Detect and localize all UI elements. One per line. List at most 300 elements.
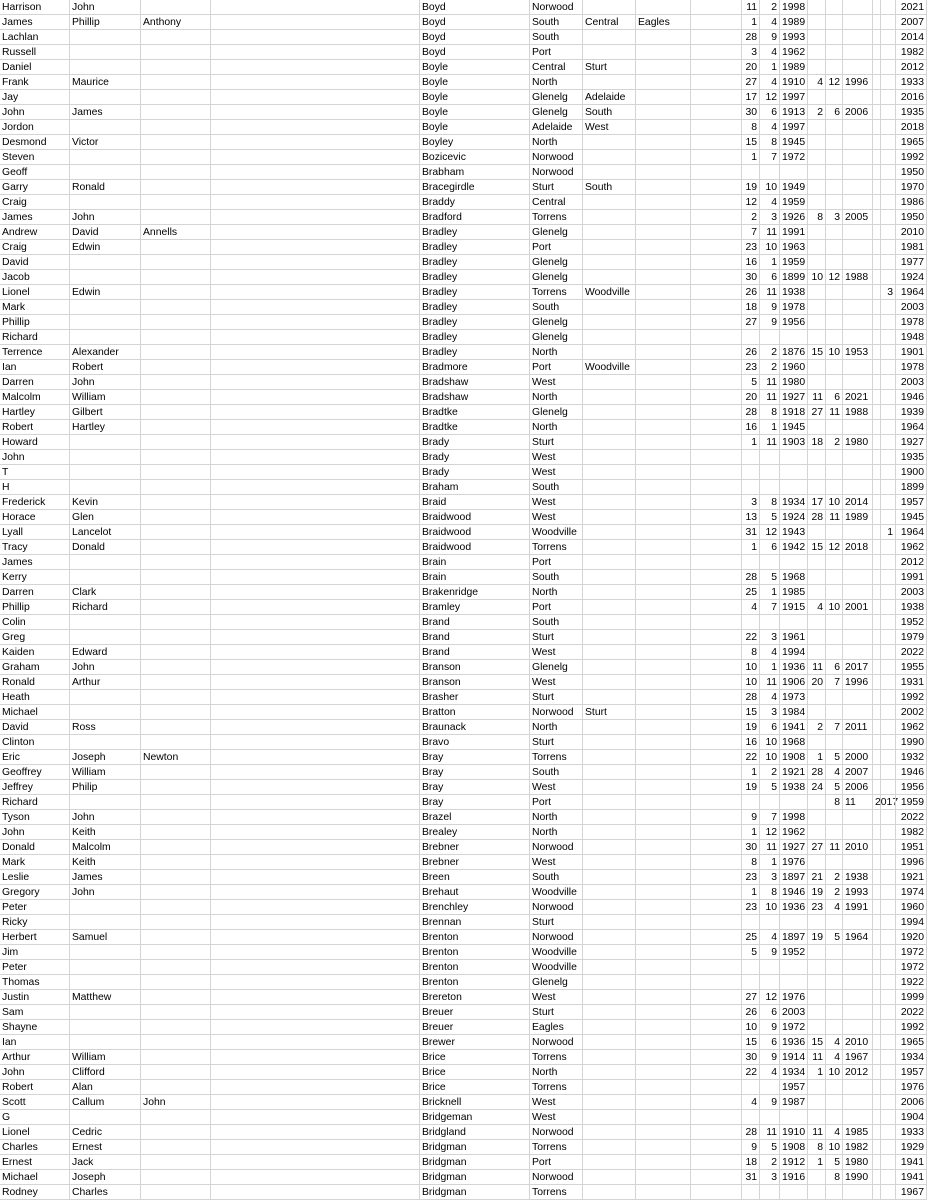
cell-extra[interactable] <box>873 780 881 795</box>
cell-club-3[interactable] <box>636 915 691 930</box>
cell-count[interactable] <box>881 345 896 360</box>
cell-birth-year[interactable]: 1973 <box>780 690 808 705</box>
cell-death-month[interactable]: 6 <box>826 390 843 405</box>
cell-surname[interactable]: Braidwood <box>420 540 530 555</box>
cell-surname[interactable]: Boyley <box>420 135 530 150</box>
cell-birth-day[interactable]: 10 <box>742 1020 760 1035</box>
cell-blank[interactable] <box>211 450 420 465</box>
cell-club-3[interactable] <box>636 1005 691 1020</box>
cell-middle-name[interactable] <box>70 90 141 105</box>
cell-count[interactable] <box>881 1065 896 1080</box>
cell-extra[interactable] <box>873 525 881 540</box>
cell-club-2[interactable] <box>583 1110 636 1125</box>
cell-birth-month[interactable]: 9 <box>760 1020 780 1035</box>
cell-club-3[interactable] <box>636 1170 691 1185</box>
cell-surname[interactable]: Brealey <box>420 825 530 840</box>
cell-birth-year[interactable]: 1913 <box>780 105 808 120</box>
cell-extra[interactable] <box>873 540 881 555</box>
cell-middle-name[interactable]: Donald <box>70 540 141 555</box>
cell-death-month[interactable]: 2 <box>826 435 843 450</box>
cell-club-3[interactable] <box>636 255 691 270</box>
cell-surname[interactable]: Breen <box>420 870 530 885</box>
cell-blank[interactable] <box>211 855 420 870</box>
cell-club-3[interactable] <box>636 195 691 210</box>
cell-second-middle-name[interactable] <box>141 990 211 1005</box>
cell-middle-name[interactable]: Jack <box>70 1155 141 1170</box>
cell-death-day[interactable] <box>808 300 826 315</box>
cell-club-3[interactable] <box>636 285 691 300</box>
cell-death-year[interactable] <box>843 525 873 540</box>
cell-death-day[interactable] <box>808 375 826 390</box>
cell-first-name[interactable]: Jim <box>0 945 70 960</box>
cell-second-middle-name[interactable] <box>141 495 211 510</box>
cell-club-2[interactable]: Central <box>583 15 636 30</box>
cell-blank[interactable] <box>211 60 420 75</box>
cell-birth-day[interactable]: 4 <box>742 1095 760 1110</box>
cell-birth-day[interactable]: 11 <box>742 0 760 15</box>
cell-surname[interactable]: Breuer <box>420 1005 530 1020</box>
cell-surname[interactable]: Boyd <box>420 45 530 60</box>
cell-birth-day[interactable]: 2 <box>742 210 760 225</box>
cell-birth-month[interactable]: 7 <box>760 810 780 825</box>
cell-first-name[interactable]: T <box>0 465 70 480</box>
cell-death-year[interactable] <box>843 1110 873 1125</box>
cell-birth-year[interactable]: 1963 <box>780 240 808 255</box>
cell-club-3[interactable] <box>636 765 691 780</box>
cell-second-middle-name[interactable] <box>141 720 211 735</box>
cell-birth-year[interactable]: 1945 <box>780 135 808 150</box>
cell-birth-month[interactable]: 5 <box>760 1140 780 1155</box>
cell-club[interactable]: Norwood <box>530 1125 583 1140</box>
cell-extra[interactable] <box>873 1035 881 1050</box>
cell-club-3[interactable] <box>636 675 691 690</box>
cell-birth-day[interactable]: 8 <box>742 855 760 870</box>
cell-birth-month[interactable]: 7 <box>760 600 780 615</box>
cell-death-month[interactable] <box>826 615 843 630</box>
cell-club-2[interactable] <box>583 585 636 600</box>
cell-birth-month[interactable]: 4 <box>760 75 780 90</box>
cell-count[interactable] <box>881 930 896 945</box>
cell-club-2[interactable] <box>583 1080 636 1095</box>
cell-birth-month[interactable]: 1 <box>760 60 780 75</box>
cell-blank[interactable] <box>211 465 420 480</box>
cell-club-3[interactable] <box>636 885 691 900</box>
cell-club[interactable]: Torrens <box>530 1185 583 1200</box>
cell-birth-day[interactable] <box>742 330 760 345</box>
cell-club-3[interactable] <box>636 345 691 360</box>
cell-blank-2[interactable] <box>691 750 742 765</box>
cell-second-middle-name[interactable] <box>141 1080 211 1095</box>
cell-first-name[interactable]: John <box>0 1065 70 1080</box>
cell-second-middle-name[interactable] <box>141 825 211 840</box>
cell-extra[interactable] <box>873 615 881 630</box>
cell-debut-year[interactable]: 1981 <box>896 240 927 255</box>
cell-debut-year[interactable]: 1950 <box>896 210 927 225</box>
cell-birth-day[interactable]: 10 <box>742 660 760 675</box>
cell-birth-year[interactable] <box>780 975 808 990</box>
cell-death-day[interactable] <box>808 15 826 30</box>
cell-first-name[interactable]: Frederick <box>0 495 70 510</box>
cell-blank[interactable] <box>211 90 420 105</box>
cell-extra[interactable] <box>873 675 881 690</box>
cell-birth-day[interactable]: 12 <box>742 195 760 210</box>
cell-blank-2[interactable] <box>691 210 742 225</box>
cell-blank[interactable] <box>211 255 420 270</box>
cell-first-name[interactable]: Steven <box>0 150 70 165</box>
cell-debut-year[interactable]: 1964 <box>896 525 927 540</box>
cell-birth-month[interactable] <box>760 165 780 180</box>
cell-club[interactable]: Torrens <box>530 1050 583 1065</box>
cell-birth-month[interactable]: 11 <box>760 285 780 300</box>
cell-extra[interactable] <box>873 900 881 915</box>
cell-death-year[interactable] <box>843 90 873 105</box>
cell-club-3[interactable] <box>636 315 691 330</box>
cell-extra[interactable] <box>873 975 881 990</box>
cell-birth-year[interactable] <box>780 480 808 495</box>
cell-birth-year[interactable]: 1962 <box>780 825 808 840</box>
cell-birth-year[interactable]: 1978 <box>780 300 808 315</box>
cell-extra[interactable] <box>873 555 881 570</box>
cell-death-day[interactable] <box>808 810 826 825</box>
cell-extra[interactable] <box>873 15 881 30</box>
cell-club-2[interactable] <box>583 690 636 705</box>
cell-club-3[interactable] <box>636 120 691 135</box>
cell-debut-year[interactable]: 1964 <box>896 420 927 435</box>
cell-blank[interactable] <box>211 1110 420 1125</box>
cell-blank[interactable] <box>211 180 420 195</box>
cell-birth-year[interactable]: 1962 <box>780 45 808 60</box>
cell-death-month[interactable]: 5 <box>826 780 843 795</box>
cell-death-day[interactable] <box>808 150 826 165</box>
cell-birth-month[interactable]: 10 <box>760 180 780 195</box>
cell-middle-name[interactable]: John <box>70 885 141 900</box>
cell-death-day[interactable] <box>808 255 826 270</box>
cell-club[interactable]: South <box>530 615 583 630</box>
cell-debut-year[interactable]: 1965 <box>896 135 927 150</box>
cell-death-month[interactable]: 11 <box>826 405 843 420</box>
cell-first-name[interactable]: Phillip <box>0 600 70 615</box>
cell-middle-name[interactable]: Alexander <box>70 345 141 360</box>
cell-birth-day[interactable]: 19 <box>742 780 760 795</box>
cell-blank[interactable] <box>211 270 420 285</box>
cell-surname[interactable]: Bradley <box>420 345 530 360</box>
cell-second-middle-name[interactable] <box>141 1110 211 1125</box>
cell-count[interactable] <box>881 1095 896 1110</box>
cell-birth-year[interactable]: 1945 <box>780 420 808 435</box>
cell-surname[interactable]: Braham <box>420 480 530 495</box>
cell-death-day[interactable]: 27 <box>808 840 826 855</box>
cell-blank-2[interactable] <box>691 915 742 930</box>
cell-birth-day[interactable]: 16 <box>742 735 760 750</box>
cell-debut-year[interactable]: 1900 <box>896 465 927 480</box>
cell-second-middle-name[interactable] <box>141 1185 211 1200</box>
cell-debut-year[interactable]: 1996 <box>896 855 927 870</box>
cell-death-year[interactable]: 2007 <box>843 765 873 780</box>
cell-debut-year[interactable]: 1921 <box>896 870 927 885</box>
cell-death-month[interactable] <box>826 285 843 300</box>
cell-birth-month[interactable]: 2 <box>760 765 780 780</box>
cell-blank-2[interactable] <box>691 570 742 585</box>
cell-birth-month[interactable]: 11 <box>760 225 780 240</box>
cell-birth-year[interactable]: 1942 <box>780 540 808 555</box>
cell-death-day[interactable] <box>808 1020 826 1035</box>
cell-club[interactable]: Port <box>530 600 583 615</box>
cell-middle-name[interactable]: Robert <box>70 360 141 375</box>
cell-debut-year[interactable]: 2003 <box>896 300 927 315</box>
cell-birth-year[interactable]: 1957 <box>780 1080 808 1095</box>
cell-club-2[interactable] <box>583 975 636 990</box>
cell-surname[interactable]: Bridgland <box>420 1125 530 1140</box>
cell-death-year[interactable] <box>843 1080 873 1095</box>
cell-birth-year[interactable]: 1926 <box>780 210 808 225</box>
cell-birth-day[interactable]: 31 <box>742 525 760 540</box>
cell-birth-day[interactable]: 26 <box>742 1005 760 1020</box>
cell-club-2[interactable] <box>583 270 636 285</box>
cell-birth-year[interactable]: 1959 <box>780 195 808 210</box>
cell-blank-2[interactable] <box>691 180 742 195</box>
cell-debut-year[interactable]: 2014 <box>896 30 927 45</box>
cell-count[interactable] <box>881 210 896 225</box>
cell-birth-month[interactable]: 1 <box>760 255 780 270</box>
cell-death-day[interactable]: 2 <box>808 720 826 735</box>
cell-extra[interactable] <box>873 915 881 930</box>
cell-birth-year[interactable]: 1952 <box>780 945 808 960</box>
cell-first-name[interactable]: Peter <box>0 960 70 975</box>
cell-club-2[interactable] <box>583 765 636 780</box>
cell-death-day[interactable]: 8 <box>808 210 826 225</box>
cell-death-year[interactable] <box>843 375 873 390</box>
cell-birth-year[interactable]: 1997 <box>780 90 808 105</box>
cell-death-month[interactable] <box>826 330 843 345</box>
cell-death-month[interactable] <box>826 705 843 720</box>
cell-middle-name[interactable]: Joseph <box>70 750 141 765</box>
cell-blank-2[interactable] <box>691 1080 742 1095</box>
cell-blank-2[interactable] <box>691 240 742 255</box>
cell-middle-name[interactable] <box>70 705 141 720</box>
cell-count[interactable] <box>881 120 896 135</box>
cell-debut-year[interactable]: 1931 <box>896 675 927 690</box>
cell-birth-day[interactable]: 18 <box>742 1155 760 1170</box>
cell-birth-day[interactable]: 13 <box>742 510 760 525</box>
cell-blank-2[interactable] <box>691 690 742 705</box>
cell-birth-day[interactable]: 27 <box>742 990 760 1005</box>
cell-club-2[interactable] <box>583 255 636 270</box>
cell-club-3[interactable] <box>636 1110 691 1125</box>
cell-birth-month[interactable] <box>760 615 780 630</box>
cell-extra[interactable] <box>873 660 881 675</box>
cell-extra[interactable] <box>873 360 881 375</box>
cell-debut-year[interactable]: 1933 <box>896 1125 927 1140</box>
cell-club-2[interactable] <box>583 510 636 525</box>
cell-birth-month[interactable]: 9 <box>760 315 780 330</box>
cell-surname[interactable]: Bozicevic <box>420 150 530 165</box>
cell-second-middle-name[interactable] <box>141 420 211 435</box>
cell-count[interactable] <box>881 660 896 675</box>
cell-second-middle-name[interactable] <box>141 705 211 720</box>
cell-blank-2[interactable] <box>691 555 742 570</box>
cell-club-2[interactable] <box>583 645 636 660</box>
cell-blank[interactable] <box>211 615 420 630</box>
cell-club[interactable]: Glenelg <box>530 660 583 675</box>
cell-count[interactable] <box>881 630 896 645</box>
cell-club-3[interactable] <box>636 945 691 960</box>
cell-count[interactable] <box>881 1005 896 1020</box>
cell-middle-name[interactable] <box>70 630 141 645</box>
cell-middle-name[interactable]: Edward <box>70 645 141 660</box>
cell-count[interactable] <box>881 600 896 615</box>
cell-blank-2[interactable] <box>691 975 742 990</box>
cell-blank-2[interactable] <box>691 930 742 945</box>
cell-death-year[interactable]: 2021 <box>843 390 873 405</box>
cell-death-day[interactable] <box>808 420 826 435</box>
cell-club[interactable]: North <box>530 1065 583 1080</box>
cell-extra[interactable] <box>873 405 881 420</box>
cell-count[interactable] <box>881 735 896 750</box>
cell-blank-2[interactable] <box>691 60 742 75</box>
cell-death-day[interactable]: 18 <box>808 435 826 450</box>
cell-middle-name[interactable] <box>70 690 141 705</box>
cell-surname[interactable]: Braid <box>420 495 530 510</box>
cell-birth-day[interactable]: 30 <box>742 270 760 285</box>
cell-blank[interactable] <box>211 120 420 135</box>
cell-birth-month[interactable]: 2 <box>760 1155 780 1170</box>
cell-count[interactable] <box>881 1140 896 1155</box>
cell-club-2[interactable] <box>583 450 636 465</box>
cell-blank-2[interactable] <box>691 360 742 375</box>
cell-surname[interactable]: Bradley <box>420 285 530 300</box>
cell-death-month[interactable] <box>826 825 843 840</box>
cell-death-day[interactable]: 27 <box>808 405 826 420</box>
cell-debut-year[interactable]: 2018 <box>896 120 927 135</box>
cell-blank[interactable] <box>211 510 420 525</box>
cell-birth-day[interactable] <box>742 465 760 480</box>
cell-birth-year[interactable] <box>780 1185 808 1200</box>
cell-surname[interactable]: Bramley <box>420 600 530 615</box>
cell-club-2[interactable] <box>583 855 636 870</box>
cell-death-month[interactable]: 3 <box>826 210 843 225</box>
cell-surname[interactable]: Brenchley <box>420 900 530 915</box>
cell-club-3[interactable] <box>636 360 691 375</box>
cell-death-day[interactable]: 15 <box>808 540 826 555</box>
cell-birth-day[interactable]: 28 <box>742 690 760 705</box>
cell-birth-year[interactable] <box>780 465 808 480</box>
cell-debut-year[interactable]: 1992 <box>896 1020 927 1035</box>
cell-death-month[interactable] <box>826 240 843 255</box>
cell-death-day[interactable] <box>808 465 826 480</box>
cell-death-month[interactable] <box>826 1020 843 1035</box>
cell-first-name[interactable]: Lionel <box>0 1125 70 1140</box>
cell-count[interactable] <box>881 510 896 525</box>
cell-birth-year[interactable]: 1938 <box>780 285 808 300</box>
cell-count[interactable] <box>881 135 896 150</box>
cell-birth-year[interactable]: 1936 <box>780 1035 808 1050</box>
cell-extra[interactable] <box>873 1005 881 1020</box>
cell-count[interactable] <box>881 495 896 510</box>
cell-club-3[interactable] <box>636 990 691 1005</box>
cell-second-middle-name[interactable] <box>141 255 211 270</box>
cell-blank-2[interactable] <box>691 345 742 360</box>
cell-birth-month[interactable]: 8 <box>760 495 780 510</box>
cell-birth-day[interactable]: 20 <box>742 60 760 75</box>
cell-club-3[interactable] <box>636 870 691 885</box>
cell-blank[interactable] <box>211 165 420 180</box>
cell-count[interactable] <box>881 825 896 840</box>
cell-debut-year[interactable]: 1951 <box>896 840 927 855</box>
cell-count[interactable] <box>881 1110 896 1125</box>
cell-first-name[interactable]: Rodney <box>0 1185 70 1200</box>
cell-death-month[interactable]: 10 <box>826 495 843 510</box>
cell-club[interactable]: Port <box>530 555 583 570</box>
cell-club[interactable]: North <box>530 825 583 840</box>
cell-death-day[interactable]: 11 <box>808 390 826 405</box>
cell-birth-month[interactable]: 8 <box>760 135 780 150</box>
cell-birth-day[interactable]: 1 <box>742 885 760 900</box>
cell-birth-month[interactable]: 10 <box>760 735 780 750</box>
cell-club-3[interactable] <box>636 150 691 165</box>
cell-first-name[interactable]: Daniel <box>0 60 70 75</box>
cell-first-name[interactable]: Mark <box>0 300 70 315</box>
cell-death-day[interactable] <box>808 315 826 330</box>
cell-extra[interactable] <box>873 705 881 720</box>
cell-middle-name[interactable] <box>70 915 141 930</box>
cell-blank-2[interactable] <box>691 945 742 960</box>
cell-surname[interactable]: Bridgman <box>420 1140 530 1155</box>
cell-debut-year[interactable]: 1979 <box>896 630 927 645</box>
cell-blank[interactable] <box>211 105 420 120</box>
cell-birth-year[interactable]: 1960 <box>780 360 808 375</box>
cell-death-year[interactable] <box>843 945 873 960</box>
cell-debut-year[interactable]: 1978 <box>896 315 927 330</box>
cell-count[interactable] <box>881 15 896 30</box>
cell-death-month[interactable]: 7 <box>826 720 843 735</box>
cell-death-year[interactable] <box>843 300 873 315</box>
cell-extra[interactable] <box>873 720 881 735</box>
cell-club-3[interactable] <box>636 720 691 735</box>
cell-club-2[interactable] <box>583 0 636 15</box>
cell-second-middle-name[interactable] <box>141 315 211 330</box>
cell-birth-month[interactable]: 9 <box>760 1050 780 1065</box>
cell-birth-month[interactable]: 4 <box>760 1065 780 1080</box>
cell-surname[interactable]: Bridgeman <box>420 1110 530 1125</box>
cell-club-2[interactable] <box>583 195 636 210</box>
cell-middle-name[interactable]: Callum <box>70 1095 141 1110</box>
cell-death-day[interactable]: 15 <box>808 1035 826 1050</box>
cell-middle-name[interactable]: Ernest <box>70 1140 141 1155</box>
cell-club-2[interactable]: Sturt <box>583 705 636 720</box>
cell-birth-day[interactable] <box>742 480 760 495</box>
cell-count[interactable]: 1 <box>881 525 896 540</box>
cell-surname[interactable]: Brenton <box>420 930 530 945</box>
cell-extra[interactable] <box>873 90 881 105</box>
cell-blank[interactable] <box>211 405 420 420</box>
cell-debut-year[interactable]: 1957 <box>896 1065 927 1080</box>
cell-first-name[interactable]: Ian <box>0 1035 70 1050</box>
cell-surname[interactable]: Bradshaw <box>420 375 530 390</box>
cell-blank[interactable] <box>211 960 420 975</box>
cell-birth-month[interactable]: 2 <box>760 360 780 375</box>
cell-first-name[interactable]: Harrison <box>0 0 70 15</box>
cell-death-year[interactable] <box>843 465 873 480</box>
cell-club-3[interactable] <box>636 1155 691 1170</box>
cell-club[interactable]: West <box>530 675 583 690</box>
cell-club-3[interactable] <box>636 930 691 945</box>
cell-surname[interactable]: Bradley <box>420 300 530 315</box>
cell-middle-name[interactable]: James <box>70 870 141 885</box>
cell-birth-month[interactable] <box>760 465 780 480</box>
cell-death-year[interactable] <box>843 180 873 195</box>
cell-extra[interactable] <box>873 930 881 945</box>
cell-death-day[interactable] <box>808 615 826 630</box>
